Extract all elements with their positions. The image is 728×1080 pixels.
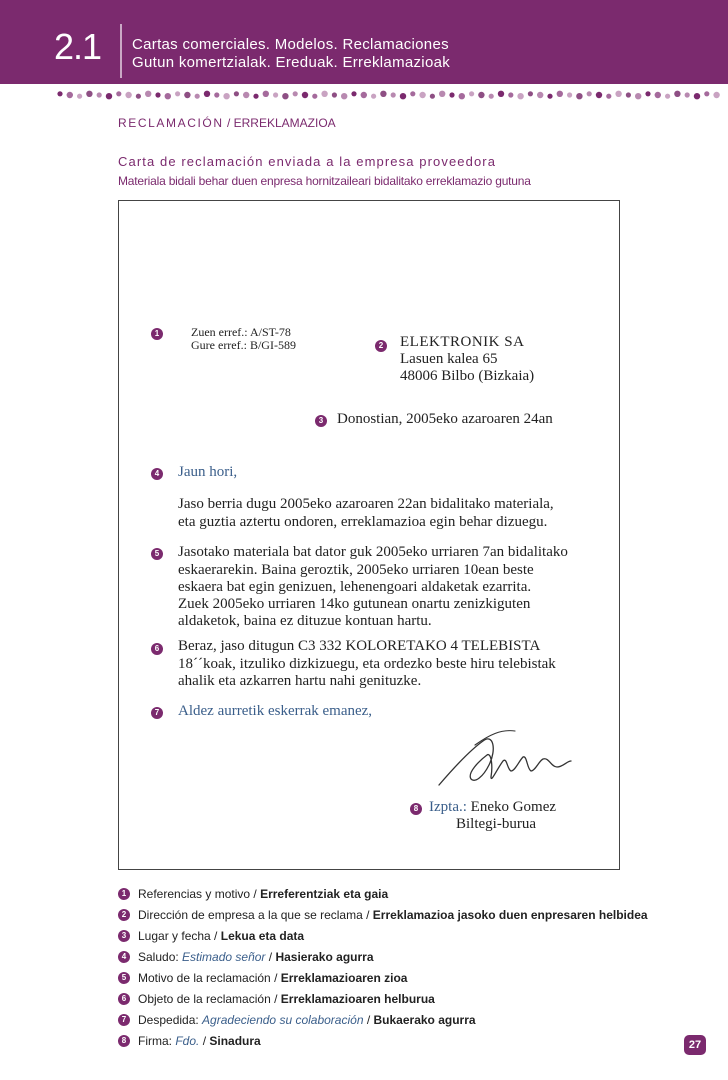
decorative-dot (626, 92, 631, 97)
legend-text-eu: Erreklamazioaren helburua (280, 992, 435, 1006)
decorative-dot (67, 92, 73, 98)
decorative-dot (263, 91, 269, 97)
marker-7: 7 (151, 707, 163, 719)
decorative-dot (430, 94, 435, 99)
decorative-dot (341, 93, 347, 99)
decorative-dot (439, 91, 445, 97)
closing: Aldez aurretik eskerrak emanez, (178, 703, 373, 719)
motive-line-1: Jasotako materiala bat dator guk 2005eko urriaren 7an bidalitako (178, 544, 568, 560)
decorative-dot (155, 92, 160, 97)
marker-4: 4 (151, 468, 163, 480)
marker-3: 3 (315, 415, 327, 427)
legend-item (118, 929, 304, 943)
decorative-dot (195, 94, 200, 99)
decorative-dot (204, 91, 210, 97)
legend-text-es: Dirección de empresa a la que se reclama (138, 908, 363, 922)
chapter-number: 2.1 (54, 26, 102, 67)
legend-example: Estimado señor (182, 950, 266, 964)
header-divider (120, 24, 122, 78)
decorative-dot (175, 91, 180, 96)
decorative-dot (57, 91, 62, 96)
object-line-2: 18´´koak, itzuliko dizkizuegu, eta ordezko beste hiru telebistak (178, 656, 556, 672)
header-title-es: Cartas comerciales. Modelos. Reclamaciones (132, 36, 449, 53)
decorative-dot (223, 93, 229, 99)
legend-item (118, 1034, 261, 1048)
decorative-dot (273, 92, 278, 97)
subtitle-eu: Materiala bidali behar duen enpresa hornitzaileari bidalitako erreklamazio gutuna (118, 174, 531, 188)
legend-separator: / (210, 929, 221, 943)
object-line-3: ahalik eta azkarren hartu nahi genituzke. (178, 673, 422, 689)
recipient-city: 48006 Bilbo (Bizkaia) (400, 368, 535, 384)
decorative-dot (184, 92, 190, 98)
decorative-dot (635, 93, 641, 99)
legend-text-es: Firma: (138, 1034, 176, 1048)
decorative-dot (145, 91, 151, 97)
place-date: Donostian, 2005eko azaroaren 24an (337, 411, 553, 427)
legend-example: Agradeciendo su colaboración (202, 1013, 364, 1027)
legend-marker: 6 (118, 993, 130, 1005)
legend-text-es: Lugar y fecha (138, 929, 211, 943)
decorative-dot (537, 92, 543, 98)
legend-item (118, 887, 388, 901)
decorative-dot (489, 94, 494, 99)
legend-marker: 4 (118, 951, 130, 963)
decorative-dot (567, 92, 572, 97)
legend-text-eu: Sinadura (209, 1034, 261, 1048)
legend-separator: / (362, 908, 373, 922)
section-title-es: RECLAMACIÓN (118, 116, 224, 130)
decorative-dot (528, 91, 533, 96)
decorative-dot (351, 91, 356, 96)
legend-text-es: Referencias y motivo (138, 887, 251, 901)
subtitle-es: Carta de reclamación enviada a la empresa proveedora (118, 154, 497, 169)
decorative-dot (469, 91, 474, 96)
decorative-dot (685, 92, 690, 97)
decorative-dot (97, 92, 102, 97)
section-title (118, 116, 336, 130)
legend-marker: 7 (118, 1014, 130, 1026)
intro-line-1: Jaso berria dugu 2005eko azaroaren 22an bidalitako materiala, (178, 496, 554, 512)
page-number: 27 (684, 1035, 706, 1055)
decorative-dot (282, 93, 288, 99)
legend-text-eu: Erreklamazioa jasoko duen enpresaren helbidea (372, 908, 648, 922)
decorative-dot (547, 94, 552, 99)
section-title-sep: / (223, 116, 234, 130)
signature-scribble (431, 721, 581, 793)
legend-item (118, 971, 407, 985)
decorative-dot (606, 94, 611, 99)
decorative-dot (596, 92, 602, 98)
decorative-dot (655, 92, 661, 98)
reference-ours: Gure erref.: B/GI-589 (191, 338, 296, 352)
legend-separator: / (199, 1034, 210, 1048)
legend-item (118, 950, 374, 964)
legend-text-eu: Erreferentziak eta gaia (260, 887, 389, 901)
legend-separator: / (363, 1013, 374, 1027)
decorative-dot (713, 92, 719, 98)
decorative-dot (361, 92, 367, 98)
decorative-dot (136, 94, 141, 99)
legend-separator: / (270, 992, 281, 1006)
marker-6: 6 (151, 643, 163, 655)
motive-line-5: aldaketok, baina ez dituzue kontuan hartu. (178, 613, 432, 629)
legend-separator: / (265, 950, 276, 964)
decorative-dot (312, 94, 317, 99)
decorative-dot (674, 91, 680, 97)
decorative-dot (478, 92, 484, 98)
signature-name: Eneko Gomez (470, 799, 557, 815)
decorative-dot (86, 91, 92, 97)
decorative-dot (410, 91, 415, 96)
decorative-dot (293, 91, 298, 96)
legend-example: Fdo. (175, 1034, 200, 1048)
decorative-dot (645, 91, 650, 96)
decorative-dot-strip (56, 88, 728, 102)
decorative-dot (380, 91, 386, 97)
decorative-dot (615, 91, 621, 97)
decorative-dot (371, 94, 376, 99)
decorative-dot (234, 91, 239, 96)
legend-text-eu: Lekua eta data (220, 929, 305, 943)
signature-label: Izpta.: (429, 799, 467, 815)
decorative-dot (498, 91, 504, 97)
decorative-dot (106, 93, 112, 99)
reference-yours: Zuen erref.: A/ST-78 (191, 325, 291, 339)
legend-text-eu: Hasierako agurra (275, 950, 374, 964)
decorative-dot (449, 92, 454, 97)
decorative-dot (419, 92, 425, 98)
legend-marker: 3 (118, 930, 130, 942)
decorative-dot (587, 91, 592, 96)
decorative-dot (400, 93, 406, 99)
decorative-dot (125, 92, 131, 98)
decorative-dot (116, 91, 121, 96)
legend-marker: 2 (118, 909, 130, 921)
legend-text-es: Objeto de la reclamación (138, 992, 271, 1006)
legend-item (118, 1013, 476, 1027)
motive-line-4: Zuek 2005eko urriaren 14ko gutunean onartu zenizkiguten (178, 596, 531, 612)
section-title-eu: ERREKLAMAZIOA (233, 116, 336, 130)
legend-item (118, 992, 435, 1006)
motive-line-3: eskaera bat egin genizuen, lehenengoari aldaketak ezarrita. (178, 579, 532, 595)
legend-marker: 8 (118, 1035, 130, 1047)
legend-marker: 5 (118, 972, 130, 984)
decorative-dot (517, 93, 523, 99)
header-title-eu: Gutun komertzialak. Ereduak. Erreklamazioak (132, 54, 451, 71)
decorative-dot (253, 94, 258, 99)
legend-separator: / (270, 971, 281, 985)
marker-1: 1 (151, 328, 163, 340)
object-line-1: Beraz, jaso ditugun C3 332 KOLORETAKO 4 TELEBISTA (178, 638, 541, 654)
recipient-street: Lasuen kalea 65 (400, 351, 498, 367)
decorative-dot (576, 93, 582, 99)
decorative-dot (302, 92, 308, 98)
legend-text-es: Despedida: (138, 1013, 203, 1027)
decorative-dot (391, 92, 396, 97)
legend-separator: / (250, 887, 261, 901)
decorative-dot (321, 91, 327, 97)
legend-text-eu: Erreklamazioaren zioa (280, 971, 408, 985)
decorative-dot (332, 92, 337, 97)
motive-line-2: eskaerarekin. Baina geroztik, 2005eko urriaren 10ean beste (178, 562, 534, 578)
decorative-dot (694, 93, 700, 99)
decorative-dot (557, 91, 563, 97)
chapter-header (0, 0, 728, 84)
marker-2: 2 (375, 340, 387, 352)
decorative-dot (77, 94, 82, 99)
legend-item (118, 908, 648, 922)
decorative-dot (243, 92, 249, 98)
salutation: Jaun hori, (178, 464, 238, 480)
marker-8: 8 (410, 803, 422, 815)
recipient-name: ELEKTRONIK SA (400, 334, 525, 350)
decorative-dot (459, 93, 465, 99)
marker-5: 5 (151, 548, 163, 560)
decorative-dot (214, 92, 219, 97)
legend-text-es: Motivo de la reclamación (138, 971, 271, 985)
intro-line-2: eta guztia aztertu ondoren, erreklamazioa egin behar dizuegu. (178, 514, 548, 530)
letter-frame (118, 200, 620, 870)
signature-role: Biltegi-burua (456, 816, 536, 832)
legend-marker: 1 (118, 888, 130, 900)
decorative-dot (508, 92, 513, 97)
decorative-dot (165, 93, 171, 99)
legend-text-es: Saludo: (138, 950, 183, 964)
signature-line (429, 799, 556, 816)
decorative-dot (704, 91, 709, 96)
decorative-dot (665, 94, 670, 99)
legend-text-eu: Bukaerako agurra (373, 1013, 476, 1027)
